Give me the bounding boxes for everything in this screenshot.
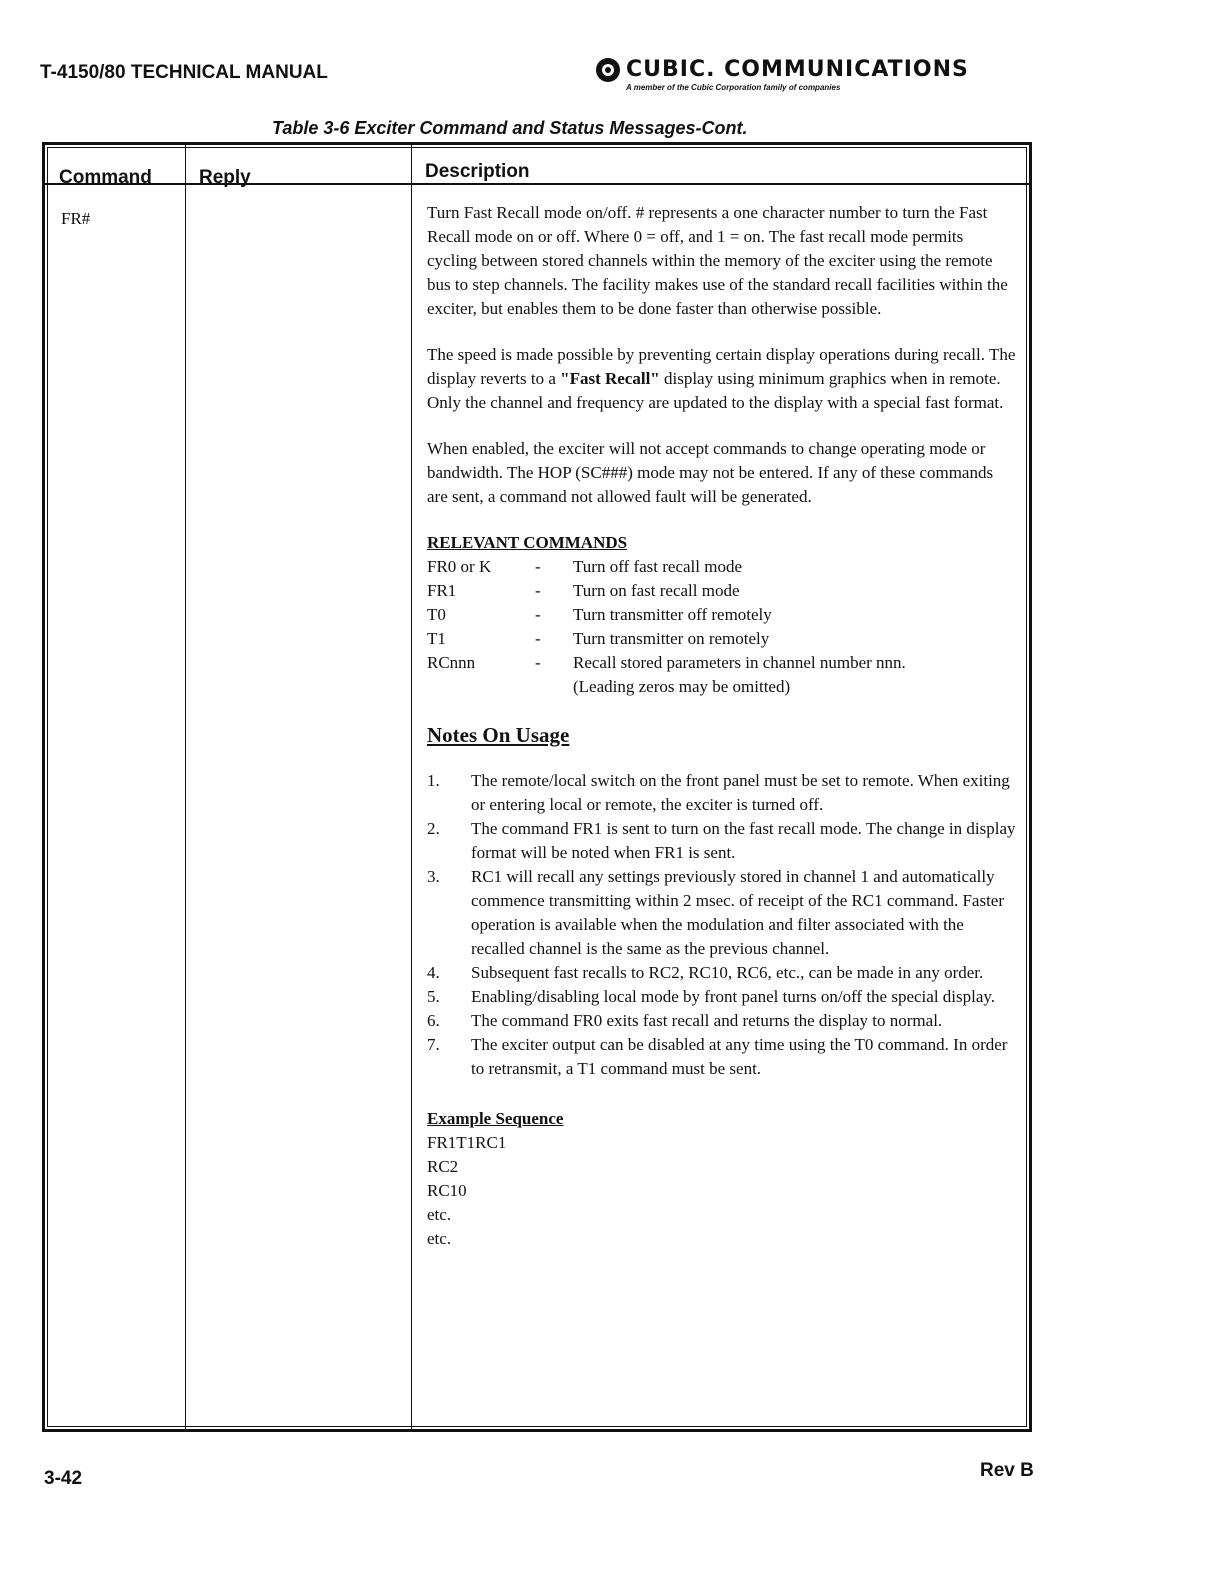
- note-text: RC1 will recall any settings previously stored in channel 1 and automatically commence transmitting within 2 msec. of receipt of the RC1 command. Faster operation is available when the modulation and filter associated with the recalled channel is the same as the previous channel.: [471, 867, 1005, 958]
- command-description: Recall stored parameters in channel number nnn.: [573, 653, 906, 672]
- example-line: RC2: [427, 1157, 459, 1176]
- note-item: [427, 769, 1017, 817]
- command-name: T0: [427, 605, 446, 624]
- note-number: 2.: [427, 819, 440, 838]
- example-line: RC10: [427, 1181, 467, 1200]
- command-row: [427, 579, 1017, 603]
- command-name: FR1: [427, 581, 457, 600]
- column-header-reply: Reply: [199, 167, 251, 188]
- company-tagline: A member of the Cubic Corporation family of companies: [626, 83, 841, 92]
- relevant-commands-list: [427, 555, 1017, 699]
- note-text: The exciter output can be disabled at any time using the T0 command. In order to retransmit, a T1 command must be sent.: [471, 1035, 1008, 1078]
- table-caption: Table 3-6 Exciter Command and Status Messages-Cont.: [272, 118, 748, 138]
- column-header-description: Description: [425, 161, 530, 182]
- note-text: Enabling/disabling local mode by front panel turns on/off the special display.: [471, 987, 996, 1006]
- cubic-logo-icon: [596, 58, 620, 82]
- column-divider: [411, 145, 412, 1429]
- note-number: 5.: [427, 987, 440, 1006]
- description-paragraph: [427, 343, 1017, 415]
- command-row: [427, 603, 1017, 627]
- command-name: T1: [427, 629, 446, 648]
- command-dash: -: [535, 605, 541, 624]
- command-row: [427, 675, 1017, 699]
- column-divider: [185, 145, 186, 1429]
- command-description: Turn off fast recall mode: [573, 557, 743, 576]
- example-line: etc.: [427, 1205, 452, 1224]
- manual-title: T-4150/80 TECHNICAL MANUAL: [40, 62, 328, 83]
- notes-title: Notes On Usage: [427, 723, 570, 747]
- header-divider: [45, 183, 1029, 185]
- note-number: 6.: [427, 1011, 440, 1030]
- company-logo: [596, 57, 1036, 92]
- note-item: [427, 1009, 1017, 1033]
- note-item: [427, 865, 1017, 961]
- note-item: [427, 817, 1017, 865]
- revision-label: Rev B: [980, 1460, 1034, 1481]
- command-table: [42, 142, 1032, 1432]
- description-paragraph: When enabled, the exciter will not accept commands to change operating mode or bandwidth. The HOP (SC###) mode may not be entered. If any of these commands are sent, a command not allowed fault will be generated.: [427, 439, 994, 506]
- command-dash: -: [535, 581, 541, 600]
- description-paragraph: Turn Fast Recall mode on/off. # represents a one character number to turn the Fast Recall mode on or off. Where 0 = off, and 1 = on. The fast recall mode permits cycling between stored channels within the memory of the exciter using the remote bus to step channels. The facility makes use of the standard recall facilities within the exciter, but enables them to be done faster than otherwise possible.: [427, 203, 1008, 318]
- command-name: FR0 or K: [427, 557, 492, 576]
- notes-list: [427, 769, 1017, 1081]
- note-text: The command FR1 is sent to turn on the fast recall mode. The change in display format will be noted when FR1 is sent.: [471, 819, 1016, 862]
- note-number: 1.: [427, 771, 440, 790]
- note-item: [427, 961, 1017, 985]
- command-dash: [535, 675, 573, 699]
- command-row: [427, 627, 1017, 651]
- note-text: Subsequent fast recalls to RC2, RC10, RC6, etc., can be made in any order.: [471, 963, 984, 982]
- example-sequence-title: Example Sequence: [427, 1109, 564, 1128]
- paragraph-text: display using minimum graphics when in remote. Only the channel and frequency are updated to the display with a special fast format.: [427, 369, 1004, 412]
- command-description: Turn transmitter off remotely: [573, 605, 772, 624]
- note-number: 7.: [427, 1035, 440, 1054]
- example-line: FR1T1RC1: [427, 1133, 507, 1152]
- command-dash: -: [535, 653, 541, 672]
- note-text: The remote/local switch on the front panel must be set to remote. When exiting or entering local or remote, the exciter is turned off.: [471, 771, 1010, 814]
- relevant-commands-title: RELEVANT COMMANDS: [427, 533, 628, 552]
- page-number: 3-42: [44, 1468, 83, 1489]
- command-description: Turn transmitter on remotely: [573, 629, 770, 648]
- command-dash: -: [535, 557, 541, 576]
- command-name: [427, 675, 535, 699]
- command-cell: FR#: [61, 209, 91, 228]
- description-cell: [427, 201, 1017, 1251]
- command-row: [427, 555, 1017, 579]
- note-text: The command FR0 exits fast recall and returns the display to normal.: [471, 1011, 943, 1030]
- command-description: Turn on fast recall mode: [573, 581, 740, 600]
- command-description: (Leading zeros may be omitted): [573, 677, 791, 696]
- paragraph-emphasis: "Fast Recall": [560, 369, 660, 388]
- note-number: 4.: [427, 963, 440, 982]
- note-item: [427, 985, 1017, 1009]
- note-number: 3.: [427, 867, 440, 886]
- column-header-command: Command: [59, 167, 152, 188]
- command-name: RCnnn: [427, 653, 476, 672]
- command-dash: -: [535, 629, 541, 648]
- company-name: CUBIC. COMMUNICATIONS: [626, 57, 969, 82]
- paragraph-text: The speed is made possible by preventing certain display operations during recall. The display reverts to a: [427, 345, 1016, 388]
- example-line: etc.: [427, 1229, 452, 1248]
- command-row: [427, 651, 1017, 675]
- note-item: [427, 1033, 1017, 1081]
